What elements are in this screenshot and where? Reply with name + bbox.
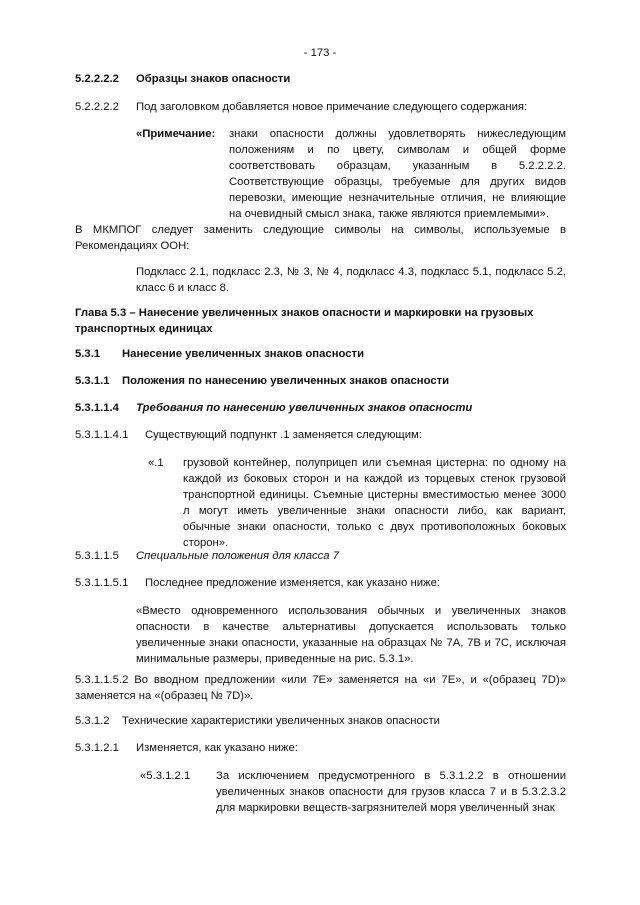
- paragraph-text-531151: Последнее предложение изменяется, как указано ниже:: [145, 577, 441, 589]
- list-item-text: грузовой контейнер, полуприцеп или съемная цистерна: по одному на каждой из боковых сторон и на каждой из торцевых стенок грузовой транспортной единицы. Съемные цистерны вместимостью менее 3000 л могут иметь увеличенные знаки опасности либо, как вариант, обычные знаки опасности, только с двух противоположных боковых сторон».: [183, 457, 566, 549]
- section-number-5312: 5.3.1.2: [75, 715, 110, 727]
- paragraph-number-53121: 5.3.1.2.1: [75, 742, 119, 754]
- list-item-number: «.1: [148, 457, 164, 469]
- section-title-5311: Положения по нанесению увеличенных знаков опасности: [122, 375, 450, 387]
- section-number-531: 5.3.1: [75, 348, 101, 360]
- section-number-52222: 5.2.2.2.2: [75, 73, 119, 85]
- paragraph-text-52222: Под заголовком добавляется новое примечание следующего содержания:: [136, 101, 528, 113]
- paragraph-text-531141: Существующий подпункт .1 заменяется следующим:: [145, 429, 422, 441]
- section-number-53115: 5.3.1.1.5: [75, 550, 119, 562]
- paragraph-531152: 5.3.1.1.5.2 Во вводном предложении «или 7E» заменяется на «и 7E», и «(образец 7D)» заменяется на «(образец № 7D)».: [75, 674, 566, 702]
- mkmpog-paragraph: В МКМПОГ следует заменить следующие символы на символы, используемые в Рекомендациях ООН:: [75, 224, 566, 252]
- section-title-5312: Технические характеристики увеличенных знаков опасности: [122, 715, 440, 727]
- amendment-text: За исключением предусмотренного в 5.3.1.2.2 в отношении увеличенных знаков опасности для грузов класса 7 и в 5.3.2.3.2 для маркировки веществ-загрязнителей моря увеличенный знак: [216, 770, 566, 814]
- chapter-heading: Глава 5.3 – Нанесение увеличенных знаков опасности и маркировки на грузовых транспортных единицах: [75, 307, 534, 335]
- paragraph-text-53121: Изменяется, как указано ниже:: [136, 742, 298, 754]
- section-title-52222: Образцы знаков опасности: [136, 73, 291, 85]
- subclasses-paragraph: Подкласс 2.1, подкласс 2.3, № 3, № 4, подкласс 4.3, подкласс 5.1, подкласс 5.2, класс 6 и класс 8.: [136, 266, 566, 294]
- note-label: «Примечание:: [136, 128, 216, 140]
- paragraph-number-52222: 5.2.2.2.2: [75, 101, 119, 113]
- quote-paragraph: «Вместо одновременного использования обычных и увеличенных знаков опасности в качестве альтернативы допускается использовать только увеличенные знаки опасности, указанные на образцах № 7A, 7B и 7C, исключая минимальные размеры, приведенные на рис. 5.3.1».: [136, 605, 566, 665]
- section-title-53114: Требования по нанесению увеличенных знаков опасности: [136, 402, 473, 414]
- amendment-number: «5.3.1.2.1: [140, 770, 191, 782]
- section-number-5311: 5.3.1.1: [75, 375, 110, 387]
- section-title-531: Нанесение увеличенных знаков опасности: [122, 348, 365, 360]
- paragraph-number-531151: 5.3.1.1.5.1: [75, 577, 129, 589]
- section-number-53114: 5.3.1.1.4: [75, 402, 119, 414]
- paragraph-number-531141: 5.3.1.1.4.1: [75, 429, 129, 441]
- note-text: знаки опасности должны удовлетворять нижеследующим положениям и по цвету, символам и общей форме соответствовать образцам, указанным в 5.2.2.2.2. Соответствующие образцы, требуемые для других видов перевозки, имеющие незначительные отличия, не влияющие на очевидный смысл знака, также являются приемлемыми».: [229, 128, 566, 220]
- section-title-53115: Специальные положения для класса 7: [136, 550, 339, 562]
- page-number: - 173 -: [303, 47, 337, 59]
